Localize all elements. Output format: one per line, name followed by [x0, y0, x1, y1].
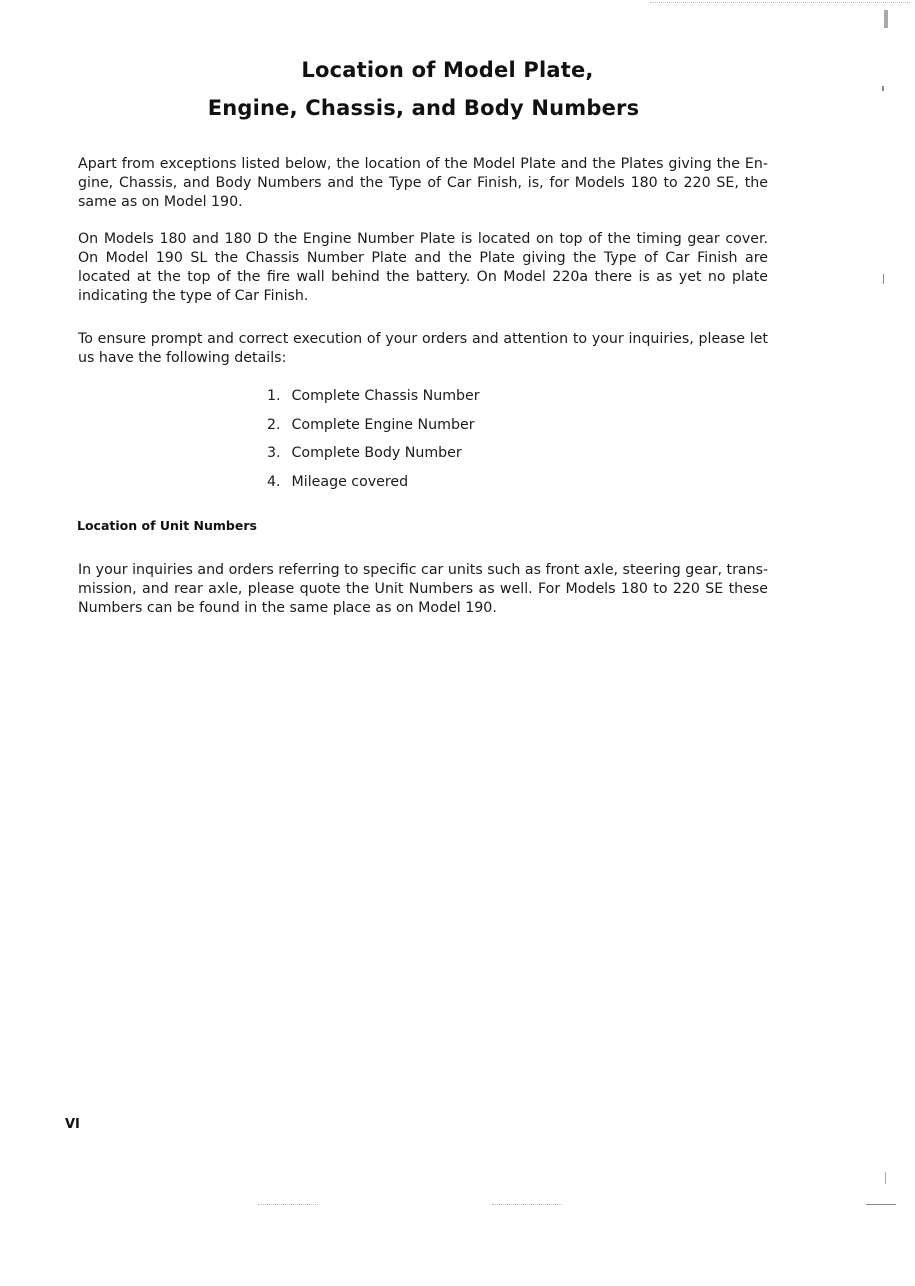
text-line: indicating the type of Car Finish.: [78, 288, 309, 304]
list-item: [267, 443, 480, 472]
list-item-number: 1.: [267, 388, 281, 404]
text-line: On Models 180 and 180 D the Engine Number Plate is located on top of the timing gear cover.: [78, 231, 768, 247]
scan-speck: [882, 86, 884, 91]
list-item-number: 3.: [267, 445, 281, 461]
list-item-number: 2.: [267, 416, 281, 433]
list-item: [267, 415, 480, 444]
scan-edge-dots: [492, 1204, 562, 1205]
page-title-line-2: Engine, Chassis, and Body Numbers: [207, 96, 640, 120]
text-line: us have the following details:: [78, 350, 287, 366]
list-item: [267, 386, 480, 415]
page-title-line-1: Location of Model Plate,: [301, 58, 594, 82]
scan-edge-line: [866, 1204, 896, 1205]
details-list: [267, 386, 480, 500]
list-item-text: Complete Body Number: [291, 445, 462, 461]
text-line: On Model 190 SL the Chassis Number Plate and the Plate giving the Type of Car Finish are: [78, 250, 768, 266]
text-line: gine, Chassis, and Body Numbers and the Type of Car Finish, is, for Models 180 to 220 SE, the: [78, 175, 768, 191]
text-line: located at the top of the fire wall behind the battery. On Model 220a there is as yet no plate: [78, 269, 768, 285]
paragraph-details-request: [78, 330, 768, 368]
paragraph-model-exceptions: [78, 230, 768, 306]
text-line: In your inquiries and orders referring to specific car units such as front axle, steering gear, trans-: [78, 562, 769, 578]
list-item-number: 4.: [267, 473, 281, 490]
scan-edge-dots: [650, 2, 910, 3]
paragraph-plate-location: [78, 155, 768, 212]
list-item-text: Mileage covered: [291, 473, 409, 490]
text-line: mission, and rear axle, please quote the Unit Numbers as well. For Models 180 to 220 SE these: [78, 581, 768, 597]
list-item-text: Complete Chassis Number: [291, 388, 480, 404]
text-line: To ensure prompt and correct execution of your orders and attention to your inquiries, please let: [78, 331, 768, 347]
section-heading-unit-numbers: Location of Unit Numbers: [77, 518, 257, 533]
text-line: Apart from exceptions listed below, the location of the Model Plate and the Plates giving the En-: [78, 156, 768, 172]
text-line: same as on Model 190.: [78, 194, 243, 210]
text-line: Numbers can be found in the same place as on Model 190.: [78, 600, 497, 616]
list-item: [267, 472, 480, 501]
scan-edge-dots: [258, 1204, 318, 1205]
page-number: VI: [65, 1117, 80, 1132]
paragraph-unit-numbers: [78, 561, 768, 618]
list-item-text: Complete Engine Number: [291, 416, 475, 433]
scan-speck: [883, 274, 884, 284]
scan-speck: [885, 1172, 886, 1184]
scan-edge-mark: [884, 10, 888, 28]
